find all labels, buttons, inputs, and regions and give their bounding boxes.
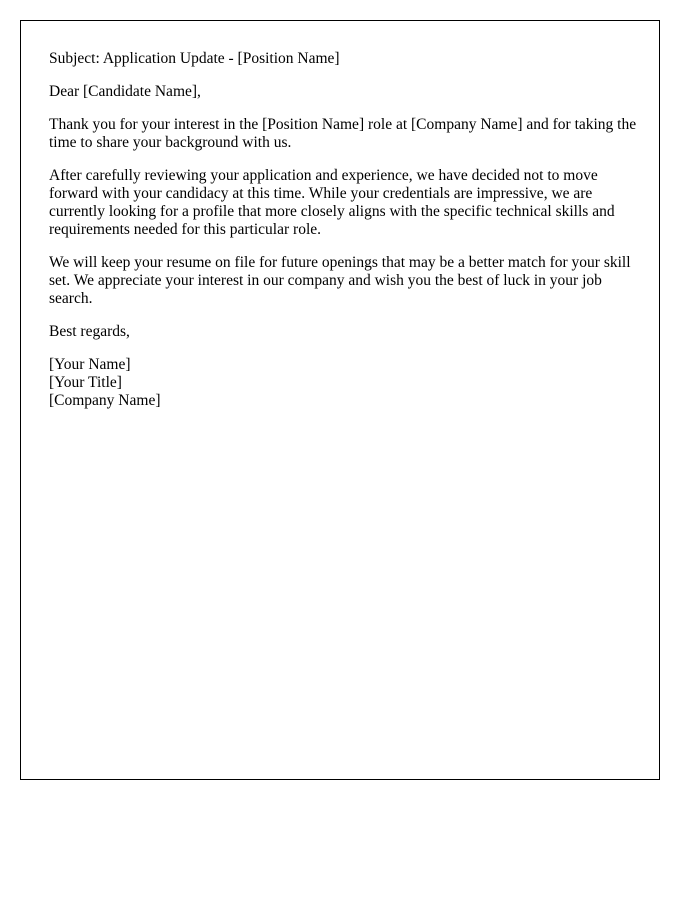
paragraph-1: Thank you for your interest in the [Position Name] role at [Company Name] and for taking the time to share your background with us.	[49, 116, 637, 151]
signature-name: [Your Name]	[49, 356, 131, 373]
paragraph-2: After carefully reviewing your application and experience, we have decided not to move forward with your candidacy at this time. While your credentials are impressive, we are currently looking for a profile that more closely aligns with the specific technical skills and requirements needed for this particular role.	[49, 167, 615, 238]
signature-block	[49, 356, 639, 410]
salutation: Dear [Candidate Name],	[49, 83, 201, 100]
subject-line: Subject: Application Update - [Position Name]	[49, 50, 340, 67]
paragraph-3: We will keep your resume on file for future openings that may be a better match for your skill set. We appreciate your interest in our company and wish you the best of luck in your job search.	[49, 254, 631, 307]
letter-body	[49, 50, 639, 410]
letter-page	[20, 20, 660, 780]
signature-company: [Company Name]	[49, 392, 161, 409]
signature-title: [Your Title]	[49, 374, 122, 391]
closing: Best regards,	[49, 323, 130, 340]
